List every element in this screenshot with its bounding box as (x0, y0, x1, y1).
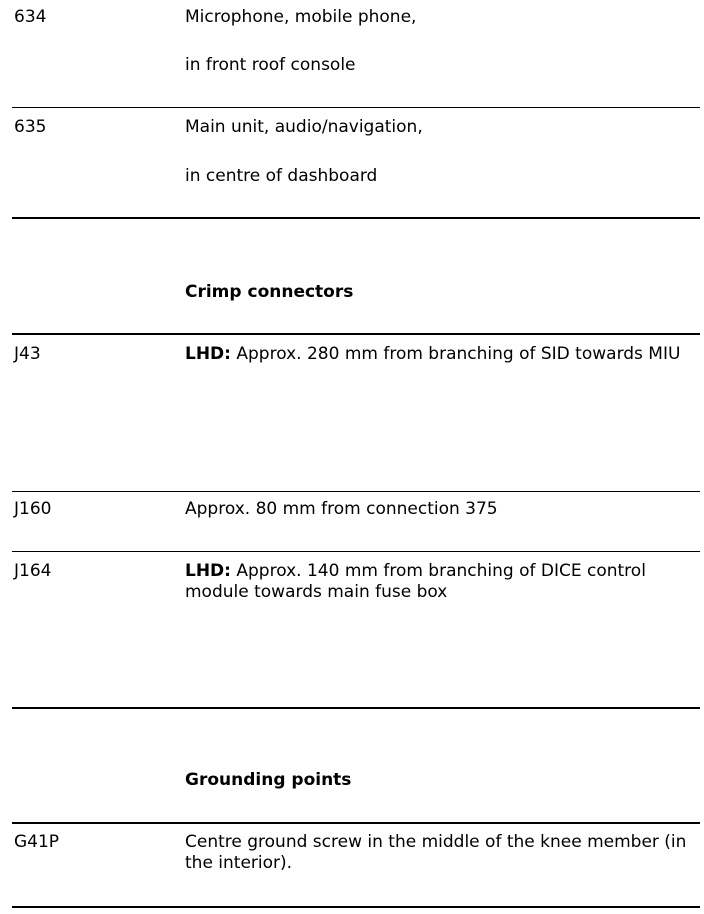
section-divider (12, 707, 700, 709)
section-divider (12, 217, 700, 219)
row-description: Centre ground screw in the middle of the knee member (in the interior). (185, 832, 687, 873)
row-code: J160 (14, 499, 52, 519)
section-divider (12, 906, 700, 908)
row-code: J164 (14, 561, 52, 581)
row-code: 635 (14, 117, 47, 137)
row-prefix: LHD: (185, 344, 231, 364)
row-divider (12, 551, 700, 552)
row-code: J43 (14, 344, 41, 364)
row-description-line2: in front roof console (185, 55, 356, 75)
row-code: 634 (14, 7, 47, 27)
row-text: Approx. 140 mm from branching of DICE control module towards main fuse box (185, 561, 646, 602)
row-description-line1: Microphone, mobile phone, (185, 7, 417, 27)
row-description-line1: Main unit, audio/navigation, (185, 117, 423, 137)
row-divider (12, 491, 700, 492)
row-description (185, 344, 700, 365)
section-heading-crimp-connectors: Crimp connectors (185, 282, 354, 302)
row-description-line2: in centre of dashboard (185, 166, 378, 186)
row-text: Approx. 280 mm from branching of SID towards MIU (236, 344, 681, 364)
row-prefix: LHD: (185, 561, 231, 581)
section-divider (12, 333, 700, 335)
row-divider (12, 107, 700, 108)
row-code: G41P (14, 832, 60, 852)
row-description: Approx. 80 mm from connection 375 (185, 499, 498, 519)
section-divider (12, 822, 700, 824)
row-description (185, 561, 700, 603)
section-heading-grounding-points: Grounding points (185, 770, 352, 790)
